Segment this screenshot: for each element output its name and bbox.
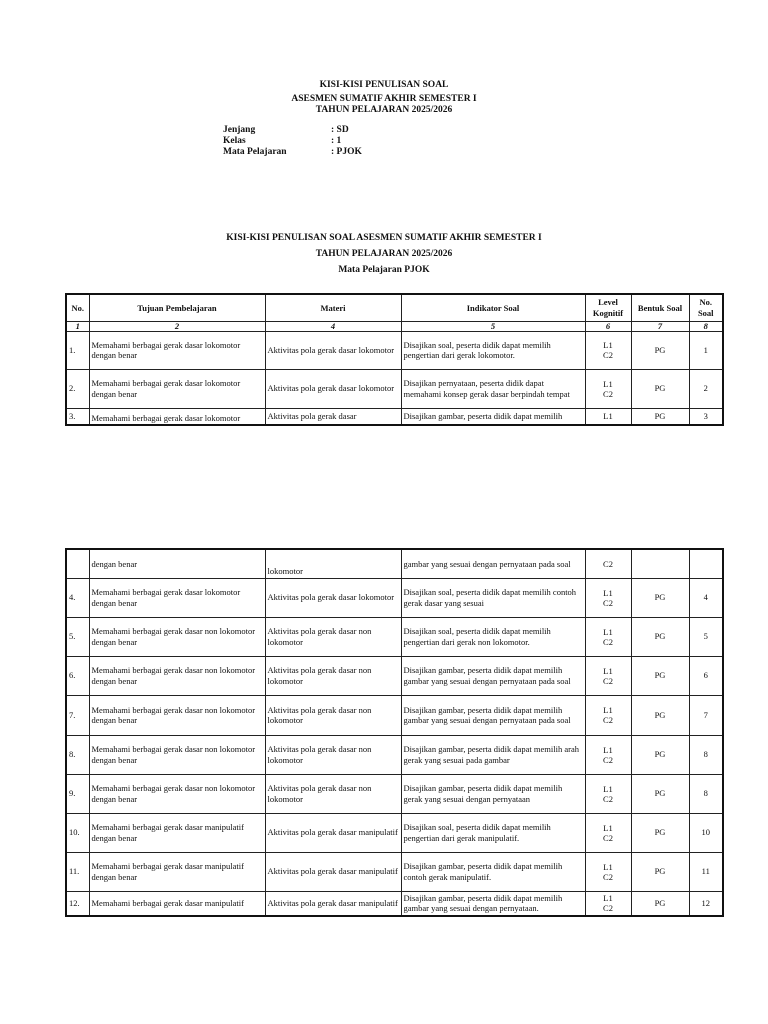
row-level: C2	[585, 549, 631, 578]
row-no: 10.	[66, 813, 89, 852]
row-materi: Aktivitas pola gerak dasar non lokomotor	[265, 656, 401, 695]
row-bentuk: PG	[631, 813, 689, 852]
row-no: 8.	[66, 735, 89, 774]
table-year: TAHUN PELAJARAN 2025/2026	[315, 249, 453, 259]
row-no: 1.	[66, 331, 89, 369]
column-number-row	[66, 321, 723, 331]
row-indikator: Disajikan gambar, peserta didik dapat memilih gambar yang sesuai dengan pernyataan.	[401, 891, 585, 916]
row-bentuk: PG	[631, 656, 689, 695]
row-materi: Aktivitas pola gerak dasar	[265, 408, 401, 425]
row-bentuk: PG	[631, 735, 689, 774]
row-bentuk: PG	[631, 852, 689, 891]
row-tujuan: Memahami berbagai gerak dasar non lokomotor dengan benar	[89, 617, 265, 656]
row-materi: Aktivitas pola gerak dasar manipulatif	[265, 852, 401, 891]
table-row	[66, 774, 723, 813]
row-materi: lokomotor	[265, 549, 401, 578]
column-number: 5	[401, 321, 585, 331]
row-materi: Aktivitas pola gerak dasar lokomotor	[265, 369, 401, 408]
row-indikator: Disajikan soal, peserta didik dapat memilih pengertian dari gerak lokomotor.	[401, 331, 585, 369]
table-row	[66, 408, 723, 425]
row-no: 3.	[66, 408, 89, 425]
col-header-no: No.	[66, 294, 89, 321]
meta-label: Mata Pelajaran	[223, 147, 287, 157]
table-subject: Mata Pelajaran PJOK	[338, 265, 430, 275]
row-materi: Aktivitas pola gerak dasar manipulatif	[265, 813, 401, 852]
row-no: 6.	[66, 656, 89, 695]
row-level: L1 C2	[585, 656, 631, 695]
row-bentuk: PG	[631, 774, 689, 813]
row-indikator: gambar yang sesuai dengan pernyataan pada soal	[401, 549, 585, 578]
row-tujuan: Memahami berbagai gerak dasar non lokomotor dengan benar	[89, 774, 265, 813]
table-row	[66, 656, 723, 695]
row-no: 4.	[66, 578, 89, 617]
row-nosoal	[689, 549, 723, 578]
row-materi: Aktivitas pola gerak dasar manipulatif	[265, 891, 401, 916]
row-level: L1 C2	[585, 813, 631, 852]
row-nosoal: 3	[689, 408, 723, 425]
table-row	[66, 695, 723, 735]
doc-title: KISI-KISI PENULISAN SOAL	[319, 80, 449, 90]
kisi-table-part1	[65, 293, 724, 426]
row-indikator: Disajikan soal, peserta didik dapat memilih pengertian dari gerak manipulatif.	[401, 813, 585, 852]
col-header-bentuk: Bentuk Soal	[631, 294, 689, 321]
row-level: L1 C2	[585, 695, 631, 735]
meta-label: Jenjang	[223, 125, 256, 135]
row-nosoal: 6	[689, 656, 723, 695]
meta-value: : SD	[331, 125, 349, 135]
row-bentuk: PG	[631, 331, 689, 369]
row-nosoal: 8	[689, 735, 723, 774]
col-header-nosoal: No. Soal	[689, 294, 723, 321]
row-tujuan: Memahami berbagai gerak dasar non lokomotor dengan benar	[89, 695, 265, 735]
row-indikator: Disajikan pernyataan, peserta didik dapat memahami konsep gerak dasar berpindah tempat	[401, 369, 585, 408]
row-tujuan: Memahami berbagai gerak dasar manipulatif dengan benar	[89, 813, 265, 852]
row-bentuk: PG	[631, 369, 689, 408]
row-indikator: Disajikan gambar, peserta didik dapat memilih gerak yang sesuai dengan pernyataan	[401, 774, 585, 813]
row-level: L1	[585, 408, 631, 425]
row-materi: Aktivitas pola gerak dasar lokomotor	[265, 331, 401, 369]
table-row	[66, 813, 723, 852]
row-nosoal: 5	[689, 617, 723, 656]
row-nosoal: 4	[689, 578, 723, 617]
row-materi: Aktivitas pola gerak dasar non lokomotor	[265, 617, 401, 656]
row-level: L1 C2	[585, 617, 631, 656]
row-tujuan: Memahami berbagai gerak dasar lokomotor dengan benar	[89, 331, 265, 369]
row-materi: Aktivitas pola gerak dasar lokomotor	[265, 578, 401, 617]
row-bentuk: PG	[631, 891, 689, 916]
doc-subtitle: ASESMEN SUMATIF AKHIR SEMESTER I	[291, 94, 477, 104]
row-no: 11.	[66, 852, 89, 891]
row-bentuk: PG	[631, 408, 689, 425]
table-row	[66, 331, 723, 369]
col-header-materi: Materi	[265, 294, 401, 321]
row-level: L1 C2	[585, 331, 631, 369]
col-header-tujuan: Tujuan Pembelajaran	[89, 294, 265, 321]
row-indikator: Disajikan gambar, peserta didik dapat memilih arah gerak yang sesuai pada gambar	[401, 735, 585, 774]
row-no: 9.	[66, 774, 89, 813]
row-tujuan: Memahami berbagai gerak dasar non lokomotor dengan benar	[89, 656, 265, 695]
table-row	[66, 578, 723, 617]
row-tujuan: Memahami berbagai gerak dasar non lokomotor dengan benar	[89, 735, 265, 774]
row-tujuan: Memahami berbagai gerak dasar lokomotor	[89, 408, 265, 425]
row-tujuan: Memahami berbagai gerak dasar manipulatif	[89, 891, 265, 916]
table-row	[66, 369, 723, 408]
row-tujuan: dengan benar	[89, 549, 265, 578]
column-number: 2	[89, 321, 265, 331]
row-materi: Aktivitas pola gerak dasar non lokomotor	[265, 774, 401, 813]
meta-label: Kelas	[223, 136, 246, 146]
row-materi: Aktivitas pola gerak dasar non lokomotor	[265, 695, 401, 735]
row-level: L1 C2	[585, 774, 631, 813]
doc-year: TAHUN PELAJARAN 2025/2026	[315, 105, 453, 115]
row-indikator: Disajikan soal, peserta didik dapat memilih contoh gerak dasar yang sesuai	[401, 578, 585, 617]
row-level: L1 C2	[585, 852, 631, 891]
meta-value: : 1	[331, 136, 342, 146]
row-no: 12.	[66, 891, 89, 916]
row-bentuk	[631, 549, 689, 578]
column-number: 6	[585, 321, 631, 331]
row-nosoal: 8	[689, 774, 723, 813]
row-no: 5.	[66, 617, 89, 656]
column-number: 4	[265, 321, 401, 331]
row-no: 2.	[66, 369, 89, 408]
table-row	[66, 735, 723, 774]
row-nosoal: 2	[689, 369, 723, 408]
row-indikator: Disajikan soal, peserta didik dapat memilih pengertian dari gerak non lokomotor.	[401, 617, 585, 656]
column-number: 1	[66, 321, 89, 331]
column-number: 8	[689, 321, 723, 331]
row-no: 7.	[66, 695, 89, 735]
row-level: L1 C2	[585, 578, 631, 617]
row-level: L1 C2	[585, 735, 631, 774]
table-title: KISI-KISI PENULISAN SOAL ASESMEN SUMATIF AKHIR SEMESTER I	[226, 233, 542, 243]
table-row	[66, 549, 723, 578]
row-level: L1 C2	[585, 369, 631, 408]
row-nosoal: 7	[689, 695, 723, 735]
row-tujuan: Memahami berbagai gerak dasar manipulatif dengan benar	[89, 852, 265, 891]
col-header-level: Level Kognitif	[585, 294, 631, 321]
row-indikator: Disajikan gambar, peserta didik dapat memilih gambar yang sesuai dengan pernyataan pada soal	[401, 656, 585, 695]
row-nosoal: 1	[689, 331, 723, 369]
row-tujuan: Memahami berbagai gerak dasar lokomotor dengan benar	[89, 369, 265, 408]
row-level: L1 C2	[585, 891, 631, 916]
row-indikator: Disajikan gambar, peserta didik dapat memilih	[401, 408, 585, 425]
row-tujuan: Memahami berbagai gerak dasar lokomotor dengan benar	[89, 578, 265, 617]
table-row	[66, 852, 723, 891]
row-indikator: Disajikan gambar, peserta didik dapat memilih contoh gerak manipulatif.	[401, 852, 585, 891]
meta-value: : PJOK	[331, 147, 362, 157]
table-row	[66, 617, 723, 656]
row-bentuk: PG	[631, 617, 689, 656]
row-materi: Aktivitas pola gerak dasar non lokomotor	[265, 735, 401, 774]
row-nosoal: 11	[689, 852, 723, 891]
table-row	[66, 891, 723, 916]
row-nosoal: 12	[689, 891, 723, 916]
row-bentuk: PG	[631, 695, 689, 735]
table-header-row	[66, 294, 723, 321]
row-nosoal: 10	[689, 813, 723, 852]
row-bentuk: PG	[631, 578, 689, 617]
row-indikator: Disajikan gambar, peserta didik dapat memilih gambar yang sesuai dengan pernyataan pada soal	[401, 695, 585, 735]
column-number: 7	[631, 321, 689, 331]
col-header-indikator: Indikator Soal	[401, 294, 585, 321]
kisi-table-part2	[65, 548, 724, 917]
row-no	[66, 549, 89, 578]
